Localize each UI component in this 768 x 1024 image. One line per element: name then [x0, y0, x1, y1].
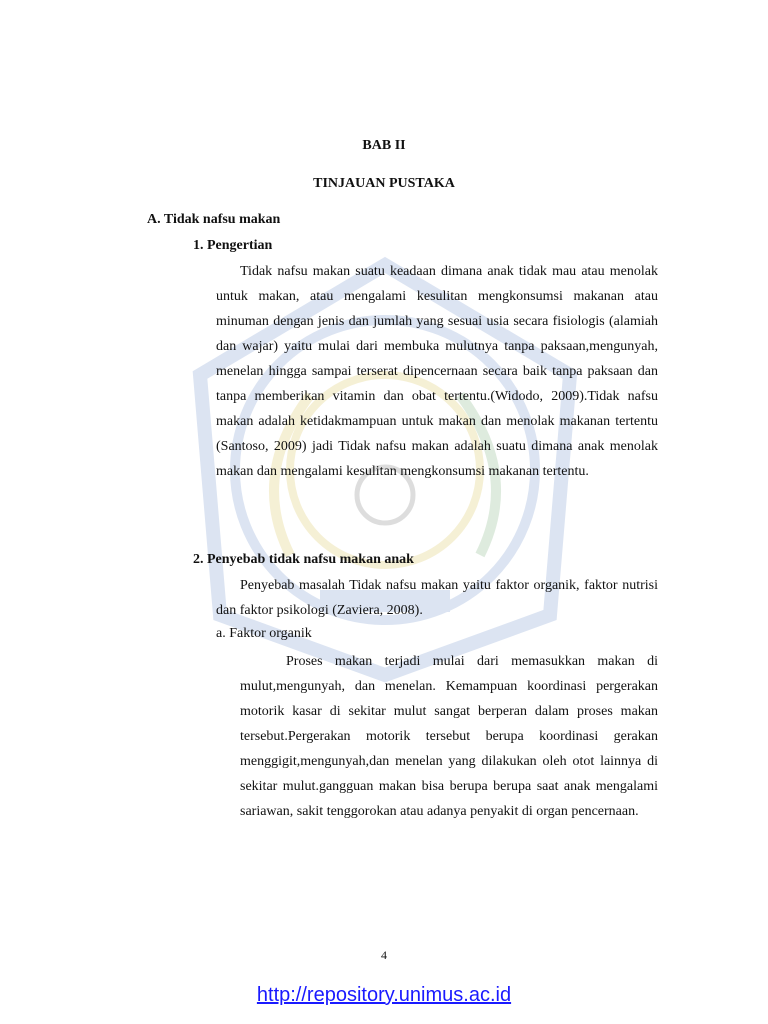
paragraph-causes — [216, 573, 658, 623]
paragraph-organic — [240, 649, 658, 824]
subsection-heading-2: 2. Penyebab tidak nafsu makan anak — [193, 552, 414, 567]
paragraph-definition — [216, 259, 658, 484]
paragraph-causes-text: Penyebab masalah Tidak nafsu makan yaitu faktor organik, faktor nutrisi dan faktor psikologi (Zaviera, 2008). — [216, 578, 658, 618]
subsection-heading-1: 1. Pengertian — [193, 238, 273, 253]
chapter-title: TINJAUAN PUSTAKA — [313, 176, 455, 191]
sub-item-a: a. Faktor organik — [216, 626, 312, 641]
paragraph-organic-text: Proses makan terjadi mulai dari memasukkan makan di mulut,mengunyah, dan menelan. Kemampuan koordinasi pergerakan motorik kasar di sekitar mulut sangat berperan dalam proses makan tersebut.Pergerakan motorik tersebut berupa koordinasi gerakan menggigit,mengunyah,dan menelan yang dilakukan oleh otot lainnya di sekitar mulut.gangguan makan bisa berupa berupa saat anak mengalami sariawan, sakit tenggorokan atau adanya penyakit di organ pencernaan. — [240, 654, 658, 819]
section-heading-a: A. Tidak nafsu makan — [147, 212, 281, 227]
page-number: 4 — [381, 948, 387, 962]
repository-link[interactable]: http://repository.unimus.ac.id — [256, 984, 512, 1006]
paragraph-definition-text: Tidak nafsu makan suatu keadaan dimana anak tidak mau atau menolak untuk makan, atau mengalami kesulitan mengkonsumsi makanan atau minuman dengan jenis dan jumlah yang sesuai usia secara fisiologis (alamiah dan wajar) yaitu mulai dari membuka mulutnya tanpa paksaan,mengunyah, menelan hingga sampai terserat dipencernaan secara baik tanpa paksaan dan tanpa memberikan vitamin dan obat tertentu.(Widodo, 2009).Tidak nafsu makan adalah ketidakmampuan untuk makan dan menolak makanan tertentu (Santoso, 2009) jadi Tidak nafsu makan adalah suatu dimana anak menolak makan dan mengalami kesulitan mengkonsumsi makanan tertentu. — [216, 264, 658, 479]
chapter-label: BAB II — [362, 138, 406, 153]
